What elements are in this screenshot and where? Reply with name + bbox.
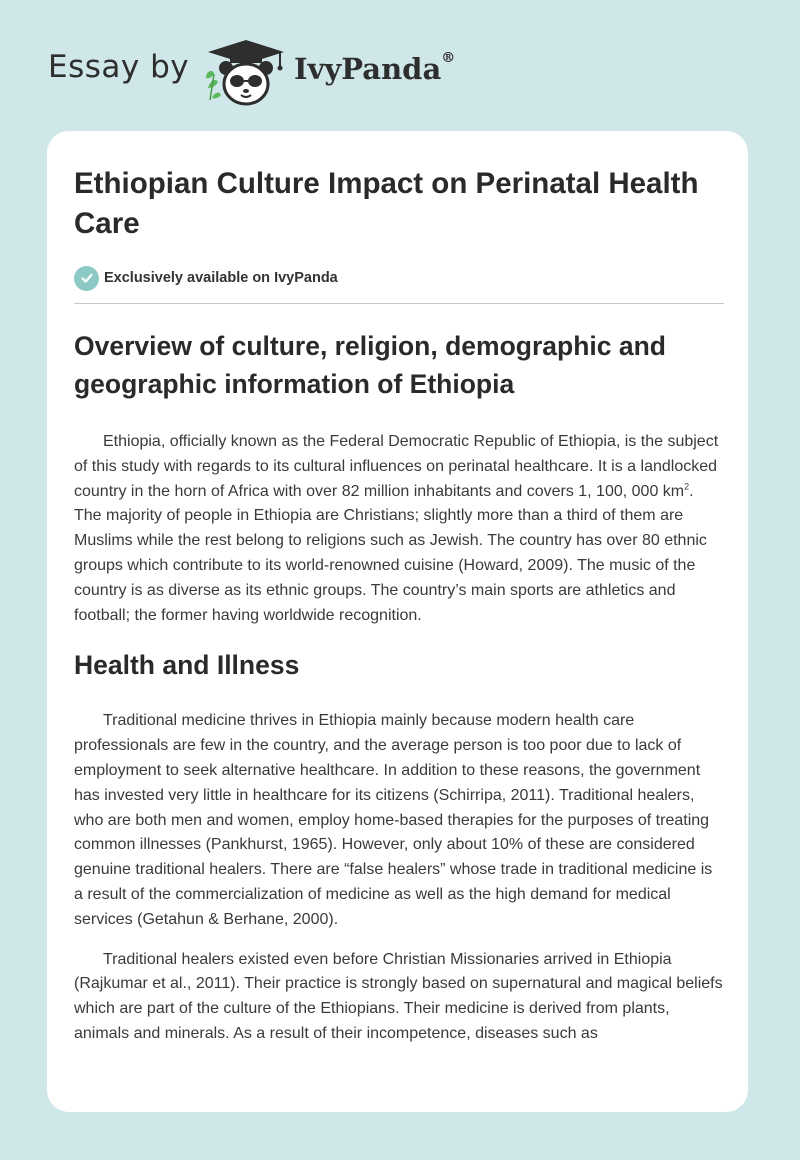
section-heading-overview: Overview of culture, religion, demographic and geographic information of Ethiopia xyxy=(74,331,666,399)
paragraph-health-1: Traditional medicine thrives in Ethiopia mainly because modern health care professionals are few in the country, and the average person is too poor due to lack of employment to seek alternative healthcare. In addition to these reasons, the government has invested very little in healthcare for its citizens (Schirripa, 2011). Traditional healers, who are both men and women, employ home-based therapies for the purposes of treating common illnesses (Pankhurst, 1965). However, only about 10% of these are considered genuine traditional healers. There are “false healers” whose trade in traditional medicine is a result of the commercialization of medicine as well as the high demand for medical services (Getahun & Berhane, 2000). xyxy=(74,712,713,928)
panda-logo-icon xyxy=(200,38,292,110)
brand-prefix: Essay by xyxy=(48,49,190,85)
essay-title: Ethiopian Culture Impact on Perinatal Health Care xyxy=(74,167,699,240)
divider xyxy=(74,303,724,304)
paragraph-overview: Ethiopia, officially known as the Federal Democratic Republic of Ethiopia, is the subject of this study with regards to its cultural influences on perinatal healthcare. It is a landlocked country in the horn of Africa with over 82 million inhabitants and covers 1, 100, 000 $km^2$. The majority of people in Ethiopia are Christians; slightly more than a third of them are Muslims while the rest belong to religions such as Jewish. The country has over 80 ethnic groups which contribute to its world-renowned cuisine (Howard, 2009). The music of the country is as diverse as its ethnic groups. The country’s main sports are athletics and football; the former having worldwide recognition. xyxy=(74,433,719,624)
check-circle-icon xyxy=(74,266,99,291)
essay-content xyxy=(74,164,724,1047)
brand-header[interactable] xyxy=(48,38,488,110)
paragraph-health-2: Traditional healers existed even before Christian Missionaries arrived in Ethiopia (Rajkumar et al., 2011). Their practice is strongly based on supernatural and magical beliefs which are part of the culture of the Ethiopians. Their medicine is derived from plants, animals and minerals. As a result of their incompetence, diseases such as xyxy=(74,950,723,1042)
exclusive-badge xyxy=(74,265,724,291)
exclusive-label: Exclusively available on IvyPanda xyxy=(104,270,338,286)
essay-card xyxy=(47,131,748,1112)
brand-name: IvyPanda® xyxy=(294,50,456,86)
section-heading-health: Health and Illness xyxy=(74,650,300,681)
